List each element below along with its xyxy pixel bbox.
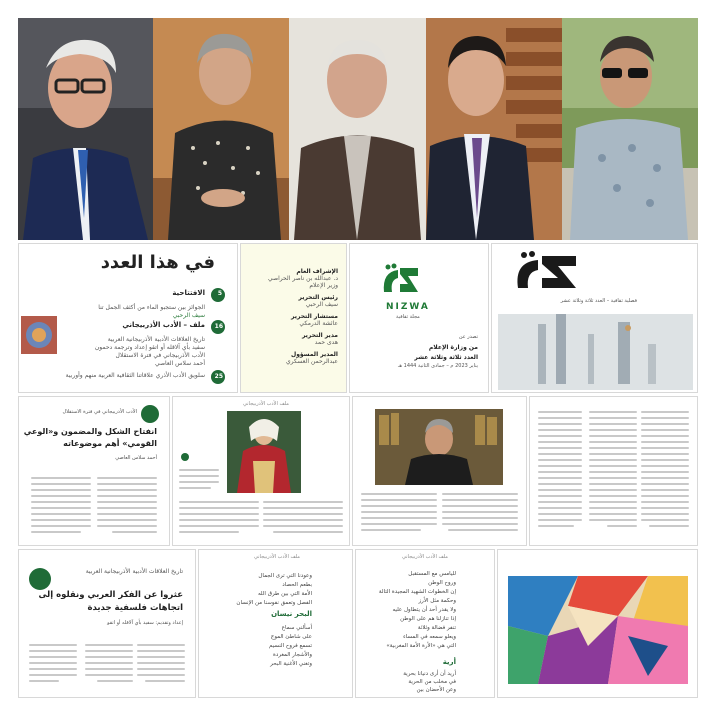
toc-section-3: سلويق الأدب الأذري علاقاتنا الثقافية العربية منهم وأوربية — [65, 372, 205, 379]
painting-woman — [227, 411, 301, 493]
toc-num-2: 16 — [214, 323, 223, 330]
article-page-portrait — [352, 396, 527, 546]
abstract-painting-page — [497, 549, 698, 698]
photo-elderly-woman — [153, 18, 289, 240]
cover-logo-en: NIZWA — [386, 302, 430, 312]
magazine-cover-art — [498, 314, 693, 390]
magazine-logo-icon — [514, 250, 584, 294]
toc-num-1: 5 — [217, 290, 222, 297]
poem-b-line-1: وعودنا التي ترى الجمال — [258, 573, 312, 579]
poem-heading-2: أرية — [442, 658, 456, 666]
cover-line2: من وزارة الإعلام — [428, 344, 478, 351]
nizwa-logo-icon — [380, 262, 422, 300]
poem-b-line-8: والأشجار المغردة — [273, 652, 312, 658]
poem-c-line-1: أريد أن أرى دنيانا بحرية — [403, 671, 456, 677]
poem-a-line-6: إذا تنازلنا هم على الوطن — [400, 616, 456, 622]
mast-l3v: عائشة الدرمكي — [299, 320, 338, 327]
cover-issue: العدد ثلاثة وثلاثة عشر — [414, 354, 478, 361]
article1-title-line1: انفتاح الشكل والمضمون و«الوعي — [23, 427, 157, 436]
magazine-tagline: فصلية ثقافية – العدد ثلاثة وثلاثة عشر — [560, 298, 637, 304]
poem-a-line-5: ولا يقدر أحد أن يتطاول عليه — [392, 607, 456, 613]
poem-c-line-3: وعن الأحضان بين — [416, 687, 456, 693]
photo-young-man-tie — [426, 18, 562, 240]
poem-b-line-7: تسمع فروح النسيم — [268, 643, 312, 649]
article-page-painting — [172, 396, 350, 546]
mast-l1w: وزير الإعلام — [309, 282, 338, 289]
article1-kicker: الأدب الأذربيجاني في فترة الاستقلال — [62, 409, 137, 415]
article2-title-line2: اتجاهات فلسفية جديدة — [87, 603, 183, 613]
poem-a-line-1: لليامس مع المستقبل — [408, 571, 456, 577]
article2-kicker: تاريخ العلاقات الأدبية الأذربيجانية العربية — [85, 568, 183, 575]
poem-c-line-2: في مخلب من الحرية — [408, 679, 456, 685]
poem-b-line-3: الأمة التي بين طرق الله — [257, 591, 312, 597]
toc-item-2b: سفيد بأي آلاقله أو اتقو إعداد وترجمة دحمون — [94, 344, 205, 351]
photo-elderly-man-glasses — [18, 18, 153, 240]
article1-title-line2: القومي» أهم موضوعاته — [63, 439, 157, 448]
cover-sub: مجلة ثقافية — [396, 314, 420, 320]
article-page-1 — [18, 396, 170, 546]
article2-byline: إعداد وتقديم: سفيد بأي آلاقله أو اتقو — [107, 620, 183, 626]
article-page-text — [529, 396, 698, 546]
toc-title: في هذا العدد — [100, 252, 215, 273]
toc-item-2c: الأدب الأذربيجاني في فترة الاستقلال — [115, 352, 205, 359]
mast-l2v: سيف الرحبي — [305, 301, 338, 308]
cover-line1: تصدر عن — [458, 334, 478, 340]
masthead-page — [240, 243, 347, 393]
portrait-man-bookshelf — [375, 409, 503, 485]
toc-item-2d: أحمد سلاس العاصي — [154, 360, 205, 367]
page-header-small: ملف الأدب الأذربيجاني — [243, 401, 289, 407]
toc-item-2a: تاريخ العلاقات الأدبية الأذربيجانية العربية — [107, 336, 205, 343]
page-header-small: ملف الأدب الأذربيجاني — [402, 554, 448, 560]
mast-l1v: د. عبدالله بن ناصر الحراصي — [267, 275, 338, 282]
article-page-2 — [18, 549, 196, 698]
photo-man-sunglasses — [562, 18, 698, 240]
poem-b-line-9: وتغني الأغنية البحر — [270, 661, 312, 667]
toc-thumbnail — [21, 316, 57, 354]
mast-l4: مدير التحرير — [301, 332, 338, 339]
toc-item-1b: سيف الرحبي — [172, 312, 205, 319]
article1-byline: أحمد سلاس العاصي — [115, 455, 157, 461]
abstract-painting — [508, 576, 688, 684]
poem-b-line-4: الفصل وتعمق نفوسنا من الإنسان — [236, 600, 312, 606]
poem-page-2 — [355, 549, 495, 698]
poem-b-line-6: على شاطئ الموج — [270, 634, 312, 640]
poem-a-line-4: وحكمة مثل الأرز — [418, 598, 456, 604]
cover-date: يناير 2023 م – جمادى الثانية 1444 هـ — [397, 363, 478, 369]
poem-a-line-7: تنفر فضالة وثلاثة — [417, 625, 456, 631]
poem-a-line-8: ويعلو سمعه في المساء — [403, 634, 456, 640]
poem-a-line-3: إن الخطوات الشهيد المجيدة التالة — [378, 589, 456, 595]
poem-a-line-2: وروح الوطن — [428, 580, 456, 586]
toc-section-1: الافتتاحية — [172, 289, 205, 297]
mast-l1: الإشراف العام — [296, 268, 338, 275]
mast-l2: رئيس التحرير — [298, 294, 338, 301]
mast-l3: مستشار التحرير — [291, 313, 338, 320]
toc-section-2: ملف – الأدب الأذربيجاني — [122, 321, 205, 329]
toc-item-1a: الجوائز بين ستجبو الماء من أكثف الجمل تنا — [98, 304, 205, 311]
poem-a-line-9: التي هي «الأرة الأمة المغربية» — [386, 643, 456, 649]
article2-title-line1: عثروا عن الفكر العربي ونقلوه إلى — [38, 590, 183, 600]
poem-page-1 — [198, 549, 353, 698]
poem-heading-1: البحر نيسان — [271, 610, 312, 618]
poem-b-line-5: أسألني سماع — [281, 625, 312, 631]
mast-l5v: عبدالرحمن العسكري — [285, 358, 338, 365]
mast-l4v: هدى حمد — [314, 339, 338, 346]
poem-b-line-2: بطعم الحصاد — [282, 582, 312, 588]
magazine-cover — [491, 243, 698, 393]
cover-info-page — [349, 243, 489, 393]
mast-l5: المدير المسؤول — [290, 351, 338, 358]
photo-elderly-man-suit — [289, 18, 426, 240]
toc-num-3: 25 — [214, 373, 223, 380]
toc-page — [18, 243, 238, 393]
page-header-small: ملف الأدب الأذربيجاني — [254, 554, 300, 560]
